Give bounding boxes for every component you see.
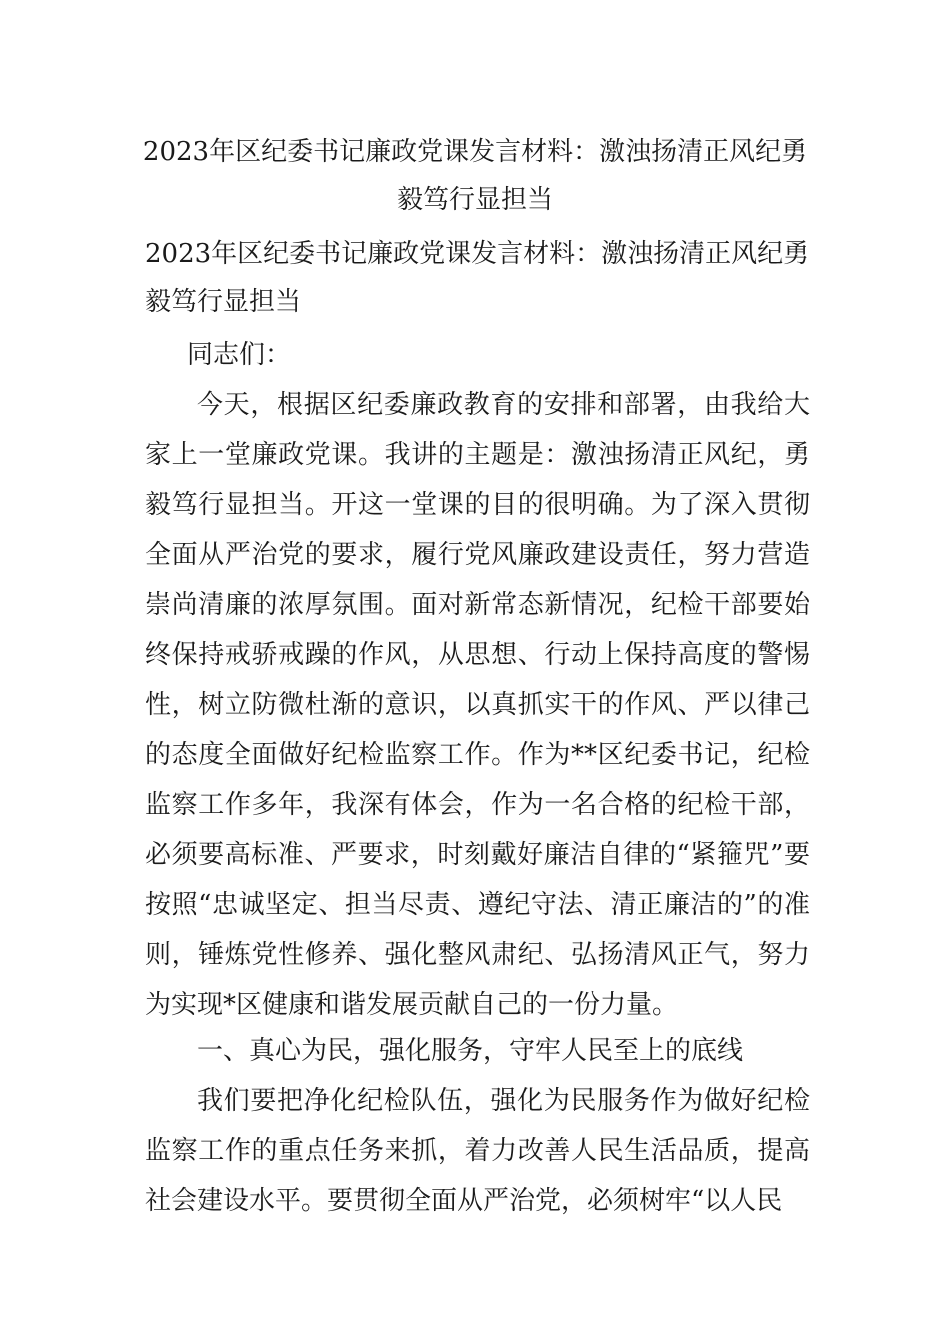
document-title: 2023年区纪委书记廉政党课发言材料：激浊扬清正风纪勇毅笃行显担当 [142, 137, 808, 215]
section-heading-1: 一、真心为民，强化服务，守牢人民至上的底线 [197, 1036, 744, 1066]
paragraph-section-1: 我们要把净化纪检队伍，强化为民服务作为做好纪检监察工作的重点任务来抓，着力改善人民生活品质，提高社会建设水平。要贯彻全面从严治党，必须树牢“以人民 [145, 1086, 810, 1216]
paragraph-intro: 今天，根据区纪委廉政教育的安排和部署，由我给大家上一堂廉政党课。我讲的主题是：激浊扬清正风纪，勇毅笃行显担当。开这一堂课的目的很明确。为了深入贯彻全面从严治党的要求，履行党风廉政建设责任，努力营造崇尚清廉的浓厚氛围。面对新常态新情况，纪检干部要始终保持戒骄戒躁的作风，从思想、行动上保持高度的警惕性，树立防微杜渐的意识，以真抓实干的作风、严以律己的态度全面做好纪检监察工作。作为**区纪委书记，纪检监察工作多年，我深有体会，作为一名合格的纪检干部，必须要高标准、严要求，时刻戴好廉洁自律的“紧箍咒”要按照“忠诚坚定、担当尽责、遵纪守法、清正廉洁的”的准则，锤炼党性修养、强化整风肃纪、弘扬清风正气，努力为实现*区健康和谐发展贡献自己的一份力量。 [145, 390, 810, 1020]
salutation: 同志们： [187, 340, 292, 370]
document-title-repeat: 2023年区纪委书记廉政党课发言材料：激浊扬清正风纪勇毅笃行显担当 [145, 239, 810, 317]
